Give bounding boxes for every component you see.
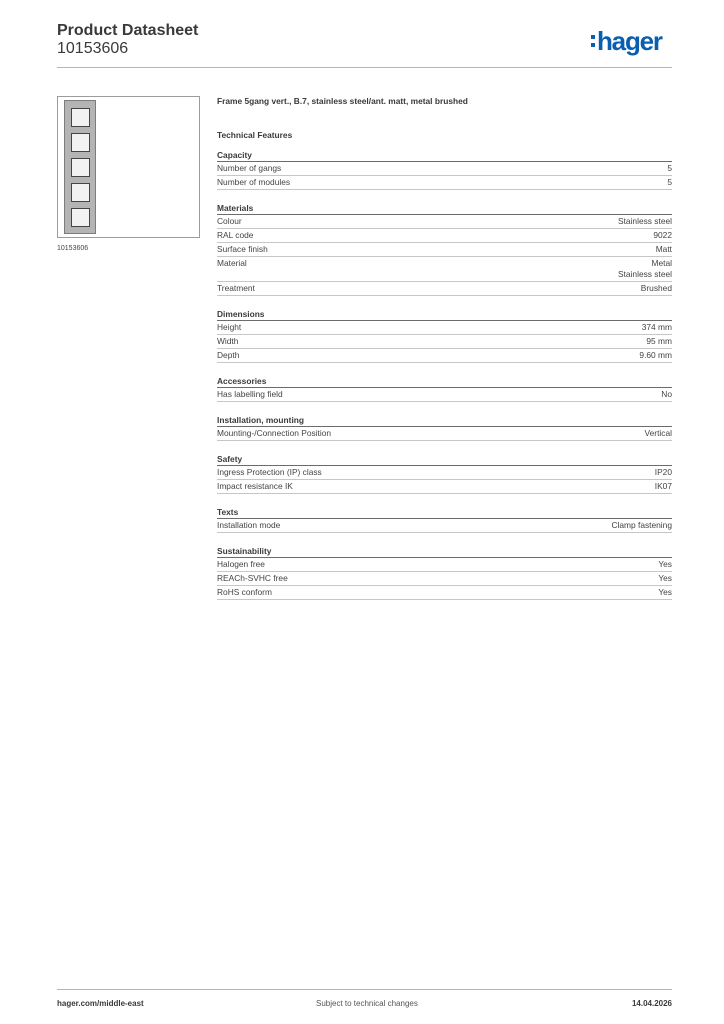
- feature-value-line: Stainless steel: [618, 216, 672, 226]
- footer-date: 14.04.2026: [631, 999, 672, 1008]
- feature-value-line: 9.60 mm: [639, 350, 672, 360]
- feature-value-line: 374 mm: [641, 322, 672, 332]
- feature-row: [217, 427, 672, 441]
- footer-note: Subject to technical changes: [316, 999, 418, 1008]
- feature-row: [217, 215, 672, 229]
- group-title: Texts: [217, 506, 672, 519]
- product-number: 10153606: [57, 40, 129, 57]
- feature-value: [667, 163, 672, 174]
- group-title: Capacity: [217, 149, 672, 162]
- footer-website: hager.com/middle-east: [57, 999, 144, 1008]
- frame-opening: [71, 208, 90, 227]
- product-description: Frame 5gang vert., B.7, stainless steel/ant. matt, metal brushed: [217, 96, 468, 106]
- feature-row: [217, 388, 672, 402]
- feature-row: [217, 257, 672, 282]
- feature-value-line: No: [661, 389, 672, 399]
- feature-value-line: 5: [667, 177, 672, 187]
- feature-label: Treatment: [217, 283, 255, 293]
- image-caption: 10153606: [57, 245, 89, 252]
- feature-label: Colour: [217, 216, 242, 226]
- feature-value-line: IP20: [654, 467, 672, 477]
- feature-value: [639, 350, 672, 361]
- feature-row: [217, 466, 672, 480]
- logo-dots-icon: [591, 35, 595, 47]
- feature-value: [618, 216, 672, 227]
- feature-value: [611, 520, 672, 531]
- feature-label: Has labelling field: [217, 389, 283, 399]
- feature-row: [217, 335, 672, 349]
- feature-row: [217, 572, 672, 586]
- feature-label: REACh-SVHC free: [217, 573, 288, 583]
- feature-row: [217, 229, 672, 243]
- feature-row: [217, 282, 672, 296]
- feature-value-line: Clamp fastening: [611, 520, 672, 530]
- feature-row: [217, 243, 672, 257]
- feature-value: [667, 177, 672, 188]
- page-title: Product Datasheet: [57, 22, 199, 39]
- feature-label: Impact resistance IK: [217, 481, 293, 491]
- feature-value: [658, 587, 672, 598]
- feature-value: [646, 336, 672, 347]
- feature-value: [618, 258, 672, 280]
- feature-row: [217, 519, 672, 533]
- group-title: Installation, mounting: [217, 414, 672, 427]
- feature-value-line: Yes: [658, 573, 672, 583]
- feature-row: [217, 176, 672, 190]
- feature-value-line: Stainless steel: [618, 269, 672, 279]
- feature-label: Depth: [217, 350, 240, 360]
- header-divider: [57, 67, 672, 68]
- feature-row: [217, 321, 672, 335]
- hager-logo: [591, 28, 662, 54]
- feature-label: RAL code: [217, 230, 254, 240]
- feature-value-line: Matt: [655, 244, 672, 254]
- feature-label: Mounting-/Connection Position: [217, 428, 332, 438]
- feature-value: [661, 389, 672, 400]
- feature-label: Halogen free: [217, 559, 265, 569]
- feature-row: [217, 349, 672, 363]
- footer-divider: [57, 989, 672, 990]
- feature-value-line: Vertical: [644, 428, 672, 438]
- feature-value: [658, 573, 672, 584]
- feature-row: [217, 162, 672, 176]
- datasheet-content: [217, 95, 672, 600]
- frame-5gang-illustration: [64, 100, 96, 234]
- feature-label: Height: [217, 322, 242, 332]
- feature-value-line: 95 mm: [646, 336, 672, 346]
- feature-label: Surface finish: [217, 244, 268, 254]
- group-title: Sustainability: [217, 545, 672, 558]
- group-title: Dimensions: [217, 308, 672, 321]
- feature-value: [653, 230, 672, 241]
- group-title: Safety: [217, 453, 672, 466]
- product-image: [57, 96, 200, 238]
- feature-label: RoHS conform: [217, 587, 272, 597]
- feature-label: Number of gangs: [217, 163, 282, 173]
- feature-row: [217, 586, 672, 600]
- feature-value: [655, 467, 672, 478]
- frame-opening: [71, 108, 90, 127]
- feature-row: [217, 480, 672, 494]
- feature-value: [655, 481, 672, 492]
- feature-value-line: 5: [667, 163, 672, 173]
- feature-value: [645, 428, 672, 439]
- feature-value-line: 9022: [653, 230, 672, 240]
- feature-row: [217, 558, 672, 572]
- feature-value: [642, 322, 672, 333]
- feature-groups: [217, 149, 672, 600]
- feature-value-line: Yes: [658, 587, 672, 597]
- feature-value: [641, 283, 672, 294]
- feature-label: Ingress Protection (IP) class: [217, 467, 322, 477]
- group-title: Materials: [217, 202, 672, 215]
- feature-value: [656, 244, 672, 255]
- feature-value-line: Metal: [651, 258, 672, 268]
- feature-label: Installation mode: [217, 520, 281, 530]
- feature-label: Width: [217, 336, 239, 346]
- feature-value-line: IK07: [654, 481, 672, 491]
- logo-text: hager: [597, 26, 662, 56]
- feature-label: Material: [217, 258, 247, 268]
- feature-label: Number of modules: [217, 177, 291, 187]
- feature-value: [658, 559, 672, 570]
- frame-opening: [71, 133, 90, 152]
- group-title: Accessories: [217, 375, 672, 388]
- frame-opening: [71, 158, 90, 177]
- feature-value-line: Brushed: [640, 283, 672, 293]
- frame-opening: [71, 183, 90, 202]
- feature-value-line: Yes: [658, 559, 672, 569]
- technical-features-title: Technical Features: [217, 130, 293, 140]
